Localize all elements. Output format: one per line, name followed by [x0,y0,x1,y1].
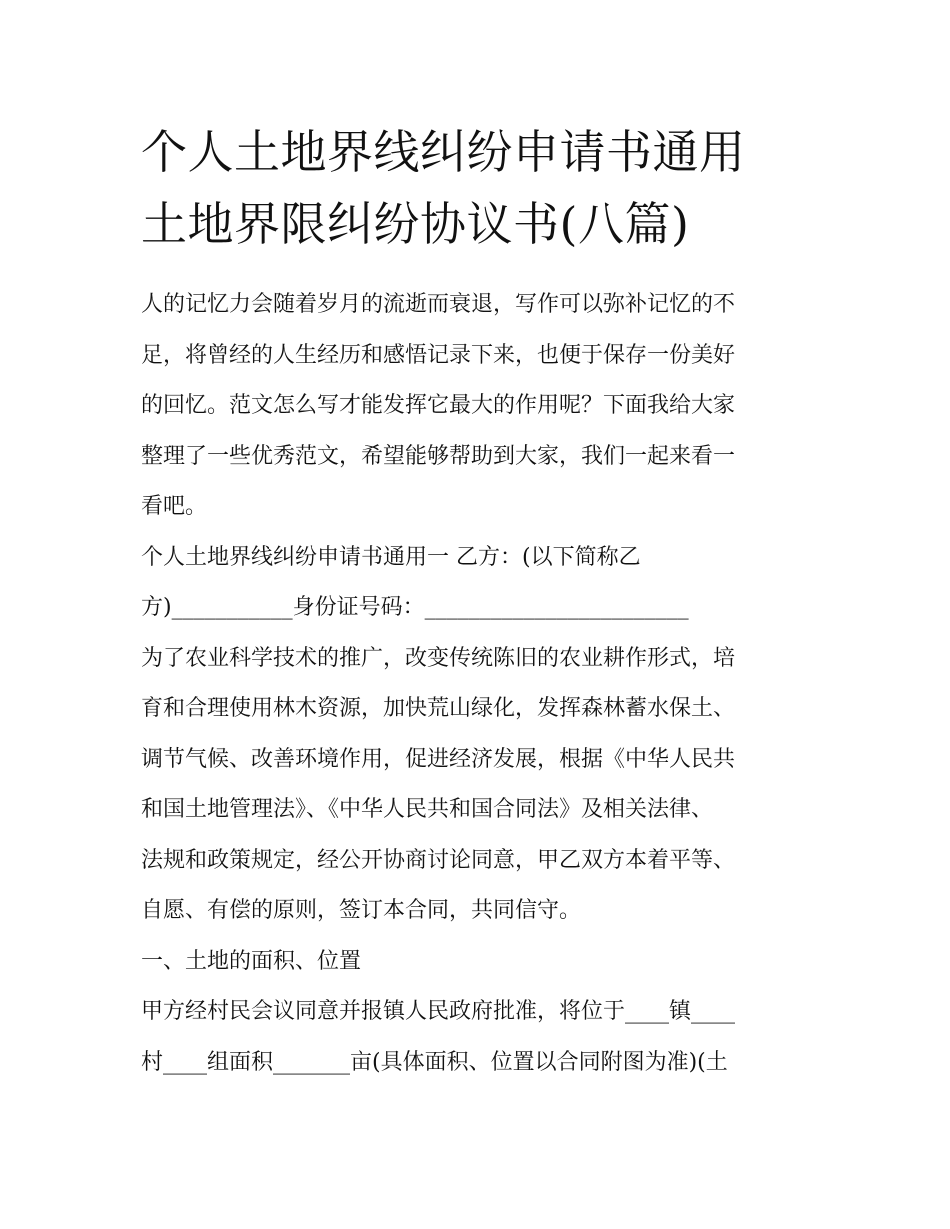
body-line: 村____组面积_______亩(具体面积、位置以合同附图为准)(土 [141,1049,728,1075]
body-line: 足，将曾经的人生经历和感悟记录下来，也便于保存一份美好 [141,342,736,368]
document-title [141,116,841,260]
body-line: 的回忆。范文怎么写才能发挥它最大的作用呢？下面我给大家 [141,393,736,418]
body-line: 个人土地界线纠纷申请书通用一 乙方：(以下简称乙 [141,544,641,570]
body-line: 自愿、有偿的原则，签订本合同，共同信守。 [141,898,582,923]
body-line: 方)___________身份证号码：________________________ [141,595,689,620]
body-line: 法规和政策规定，经公开协商讨论同意，甲乙双方本着平等、 [141,847,736,873]
title-line-1: 个人土地界线纠纷申请书通用 [141,125,746,179]
title-line-2: 土地界限纠纷协议书(八篇) [141,197,690,251]
body-line: 和国土地管理法》、《中华人民共和国合同法》及相关法律、 [141,797,714,822]
body-line: 调节气候、改善环境作用，促进经济发展，根据《中华人民共 [141,746,736,772]
body-line: 看吧。 [141,494,208,519]
body-line: 育和合理使用林木资源，加快荒山绿化，发挥森林蓄水保土、 [141,696,736,721]
body-line: 人的记忆力会随着岁月的流逝而衰退，写作可以弥补记忆的不 [141,292,736,317]
body-line: 为了农业科学技术的推广，改变传统陈旧的农业耕作形式，培 [141,645,736,671]
section-heading: 一、土地的面积、位置 [141,948,362,974]
document-body [141,280,821,1088]
body-line: 甲方经村民会议同意并报镇人民政府批准，将位于____镇____ [141,999,736,1024]
body-line: 整理了一些优秀范文，希望能够帮助到大家，我们一起来看一 [141,443,736,469]
